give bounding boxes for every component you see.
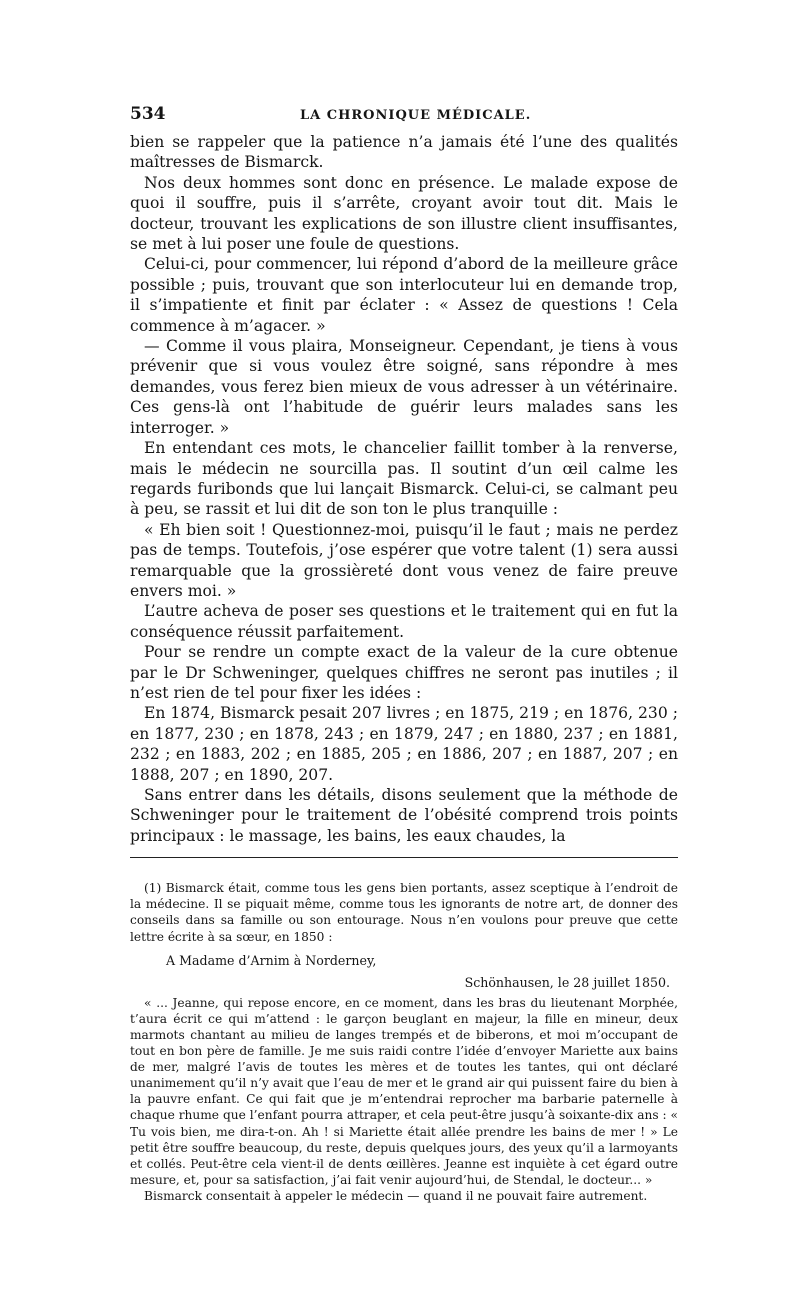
paragraph: « Eh bien soit ! Questionnez-moi, puisqu’il le faut ; mais ne perdez pas de temps. Toutefois, j’ose espérer que votre talent (1) sera aussi remarquable que la grossièreté dont vous venez de faire preuve envers moi. »: [130, 520, 678, 600]
paragraph: En 1874, Bismarck pesait 207 livres ; en 1875, 219 ; en 1876, 230 ; en 1877, 230 ; en 1878, 243 ; en 1879, 247 ; en 1880, 237 ; en 1881, 232 ; en 1883, 202 ; en 1885, 205 ; en 1886, 207 ; en 1887, 207 ; en 1888, 207 ; en 1890, 207.: [130, 704, 678, 784]
paragraph: Celui-ci, pour commencer, lui répond d’abord de la meilleure grâce possible ; puis, trouvant que son interlocuteur lui en demande trop, il s’impatiente et finit par éclater : « Assez de questions ! Cela commence à m’agacer. »: [130, 255, 678, 335]
paragraph: bien se rappeler que la patience n’a jamais été l’une des qualités maîtresses de Bismarck.: [130, 133, 678, 172]
page-header: [130, 100, 678, 132]
paragraph: L’autre acheva de poser ses questions et le traitement qui en fut la conséquence réussit parfaitement.: [130, 602, 678, 641]
footnotes: [130, 880, 678, 1204]
footnote-divider: [130, 857, 678, 858]
running-title: LA CHRONIQUE MÉDICALE.: [300, 108, 532, 123]
letter-address: A Madame d’Arnim à Norderney,: [166, 952, 377, 968]
paragraph: En entendant ces mots, le chancelier faillit tomber à la renverse, mais le médecin ne sourcilla pas. Il soutint d’un œil calme les regards furibonds que lui lançait Bismarck. Celui-ci, se calmant peu à peu, se rassit et lui dit de son ton le plus tranquille :: [130, 439, 678, 519]
page-number: 534: [130, 104, 166, 124]
paragraph: — Comme il vous plaira, Monseigneur. Cependant, je tiens à vous prévenir que si vous voulez être soigné, sans répondre à mes demandes, vous ferez bien mieux de vous adresser à un vétérinaire. Ces gens-là ont l’habitude de guérir leurs malades sans les interroger. »: [130, 337, 678, 437]
letter-place-date: Schönhausen, le 28 juillet 1850.: [464, 974, 670, 990]
letter-body: « ... Jeanne, qui repose encore, en ce moment, dans les bras du lieutenant Morphée, t’aura écrit ce qui m’attend : le garçon beuglant en majeur, la fille en mineur, deux marmots chantant au milieu de langes trempés et de biberons, et moi m’occupant de tout en bon père de famille. Je me suis raidi contre l’idée d’envoyer Mariette aux bains de mer, malgré l’avis de toutes les mères et de toutes les tantes, qui ont déclaré unanimement qu’il n’y avait que l’eau de mer et le grand air qui puissent faire du bien à la pauvre enfant. Ce qui fait que je m’entendrai reprocher ma barbarie paternelle à chaque rhume que l’enfant pourra attraper, et cela peut-être jusqu’à soixante-dix ans : « Tu vois bien, me dira-t-on. Ah ! si Mariette était allée prendre les bains de mer ! » Le petit être souffre beaucoup, du reste, depuis quelques jours, des yeux qu’il a larmoyants et collés. Peut-être cela vient-il de dents œillères. Jeanne est inquiète à cet égard outre mesure, et, pour sa satisfaction, j’ai fait venir aujourd’hui, de Stendal, le docteur... »: [130, 995, 678, 1187]
footnote: (1) Bismarck était, comme tous les gens bien portants, assez sceptique à l’endroit de la médecine. Il se piquait même, comme tous les ignorants de notre art, de donner des conseils dans sa famille ou son entourage. Nous n’en voulons pour preuve que cette lettre écrite à sa sœur, en 1850 :: [130, 881, 678, 944]
book-page: [130, 100, 678, 1204]
footnote-closing: Bismarck consentait à appeler le médecin — quand il ne pouvait faire autrement.: [144, 1188, 648, 1203]
paragraph: Pour se rendre un compte exact de la valeur de la cure obtenue par le Dr Schweninger, quelques chiffres ne seront pas inutiles ; il n’est rien de tel pour fixer les idées :: [130, 643, 678, 702]
paragraph: Nos deux hommes sont donc en présence. Le malade expose de quoi il souffre, puis il s’arrête, croyant avoir tout dit. Mais le docteur, trouvant les explications de son illustre client insuffisantes, se met à lui poser une foule de questions.: [130, 173, 678, 254]
paragraph: Sans entrer dans les détails, disons seulement que la méthode de Schweninger pour le traitement de l’obésité comprend trois points principaux : le massage, les bains, les eaux chaudes, la: [130, 786, 678, 845]
main-text: [130, 132, 678, 846]
